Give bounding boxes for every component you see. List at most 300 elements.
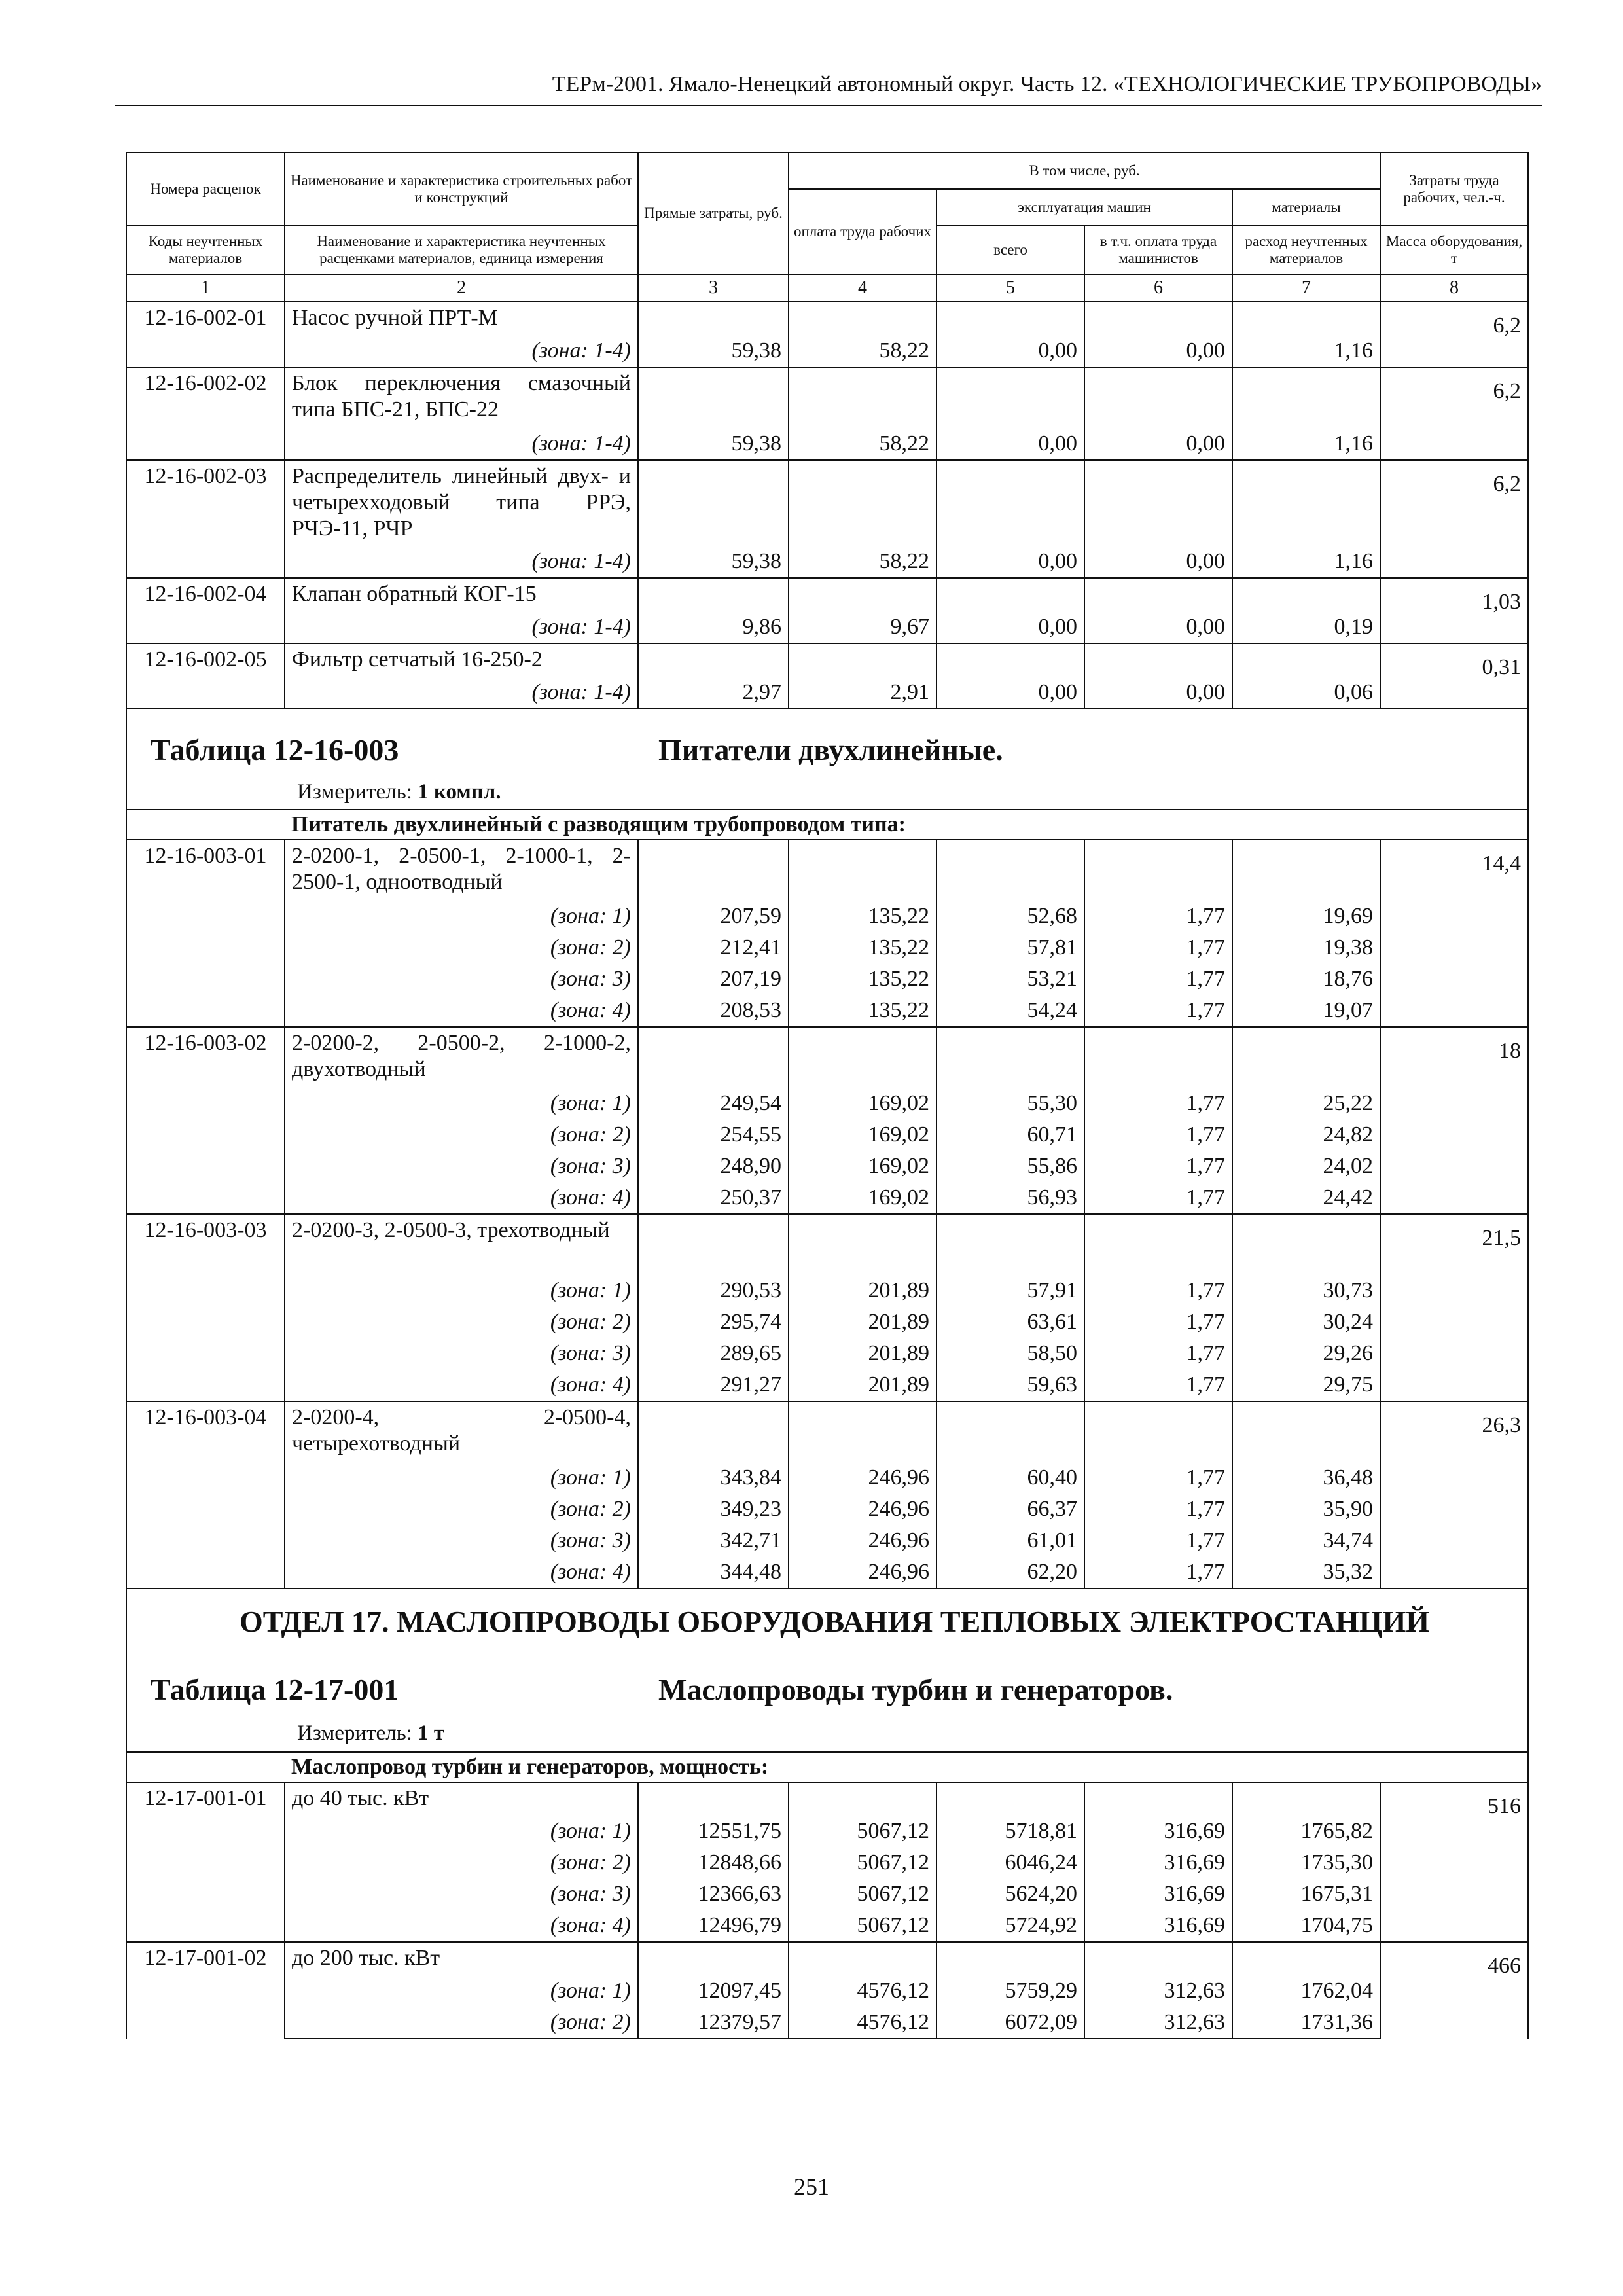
group-heading-row (126, 810, 1528, 840)
machines-total: 53,21 (936, 963, 1084, 995)
zone-label: (зона: 1) (285, 1088, 638, 1119)
zone-price-row (126, 1151, 1528, 1182)
labor-cost: 6,2 (1380, 302, 1528, 367)
rate-item-row (126, 643, 1528, 677)
empty-cell (1232, 1214, 1380, 1275)
worker-pay: 201,89 (789, 1369, 936, 1401)
machinist-pay: 316,69 (1084, 1878, 1232, 1910)
material-cost: 1765,82 (1232, 1816, 1380, 1847)
machines-total: 57,81 (936, 932, 1084, 963)
machinist-pay: 1,77 (1084, 1088, 1232, 1119)
direct-cost: 207,19 (638, 963, 789, 995)
worker-pay: 169,02 (789, 1119, 936, 1151)
material-cost: 25,22 (1232, 1088, 1380, 1119)
group-heading: Питатель двухлинейный с разводящим трубопроводом типа: (285, 810, 1528, 840)
empty-cell (789, 1401, 936, 1462)
worker-pay: 201,89 (789, 1338, 936, 1369)
empty-cell (789, 302, 936, 335)
machinist-pay: 0,00 (1084, 546, 1232, 578)
zone-label: (зона: 3) (285, 1525, 638, 1556)
column-number: 5 (936, 274, 1084, 302)
zone-price-row (126, 611, 1528, 643)
rate-code: 12-17-001-01 (126, 1782, 285, 1942)
material-cost: 1731,36 (1232, 2007, 1380, 2039)
empty-cell (638, 643, 789, 677)
hdr-equipment-mass: Масса оборудования, т (1380, 226, 1528, 274)
zone-price-row (126, 1494, 1528, 1525)
labor-cost: 1,03 (1380, 578, 1528, 643)
header-row-1 (126, 152, 1528, 189)
rate-description: Распределитель линейный двух- и четырехходовый типа РРЭ, РЧЭ-11, РЧР (285, 460, 638, 546)
rate-item-row (126, 840, 1528, 901)
worker-pay: 9,67 (789, 611, 936, 643)
zone-price-row (126, 546, 1528, 578)
zone-label: (зона: 4) (285, 995, 638, 1027)
material-cost: 19,07 (1232, 995, 1380, 1027)
zone-price-row (126, 963, 1528, 995)
empty-cell (638, 1214, 789, 1275)
machines-total: 0,00 (936, 611, 1084, 643)
header-rule (115, 105, 1542, 106)
empty-cell (1232, 1942, 1380, 1975)
direct-cost: 343,84 (638, 1462, 789, 1494)
machinist-pay: 0,00 (1084, 428, 1232, 460)
machinist-pay: 0,00 (1084, 335, 1232, 367)
material-cost: 35,32 (1232, 1556, 1380, 1588)
direct-cost: 9,86 (638, 611, 789, 643)
empty-cell (1232, 367, 1380, 428)
zone-price-row (126, 1275, 1528, 1306)
empty-cell (638, 1782, 789, 1816)
empty-cell (1084, 643, 1232, 677)
direct-cost: 344,48 (638, 1556, 789, 1588)
dept-17-heading (126, 1588, 1528, 1752)
worker-pay: 4576,12 (789, 2007, 936, 2039)
rate-code: 12-16-003-03 (126, 1214, 285, 1401)
empty-cell (1084, 1401, 1232, 1462)
rate-item-row (126, 1027, 1528, 1088)
material-cost: 0,06 (1232, 677, 1380, 709)
rate-item-row (126, 1214, 1528, 1275)
zone-label: (зона: 2) (285, 1119, 638, 1151)
group-heading: Маслопровод турбин и генераторов, мощность: (285, 1752, 1528, 1782)
empty-cell (1084, 840, 1232, 901)
hdr-rate-numbers: Номера расценок (126, 152, 285, 226)
empty-cell (936, 1027, 1084, 1088)
empty-cell (1232, 1027, 1380, 1088)
direct-cost: 212,41 (638, 932, 789, 963)
worker-pay: 5067,12 (789, 1878, 936, 1910)
zone-price-row (126, 1119, 1528, 1151)
rate-description: Клапан обратный КОГ-15 (285, 578, 638, 611)
material-cost: 30,24 (1232, 1306, 1380, 1338)
rate-description: Блок переключения смазочный типа БПС-21, БПС-22 (285, 367, 638, 428)
labor-cost: 26,3 (1380, 1401, 1528, 1588)
material-cost: 34,74 (1232, 1525, 1380, 1556)
direct-cost: 12551,75 (638, 1816, 789, 1847)
zone-label: (зона: 4) (285, 1182, 638, 1214)
rate-code: 12-16-002-05 (126, 643, 285, 709)
zone-price-row (126, 1975, 1528, 2007)
measure-unit (297, 1717, 444, 1749)
machinist-pay: 316,69 (1084, 1816, 1232, 1847)
rate-description: Насос ручной ПРТ-М (285, 302, 638, 335)
zone-label: (зона: 1-4) (285, 546, 638, 578)
zone-price-row (126, 677, 1528, 709)
table-number: Таблица 12-17-001 (151, 1673, 399, 1706)
zone-label: (зона: 1-4) (285, 428, 638, 460)
rate-item-row (126, 1782, 1528, 1816)
zone-label: (зона: 3) (285, 963, 638, 995)
empty-cell (936, 578, 1084, 611)
table-number: Таблица 12-16-003 (151, 733, 399, 766)
zone-price-row (126, 1910, 1528, 1942)
material-cost: 19,69 (1232, 901, 1380, 932)
empty-cell (1084, 367, 1232, 428)
zone-price-row (126, 2007, 1528, 2039)
labor-cost: 0,31 (1380, 643, 1528, 709)
measure-value: 1 т (418, 1721, 445, 1745)
hdr-worker-pay: оплата труда рабочих (789, 189, 936, 274)
empty-cell (1232, 578, 1380, 611)
rate-code: 12-16-002-04 (126, 578, 285, 643)
direct-cost: 248,90 (638, 1151, 789, 1182)
material-cost: 1,16 (1232, 546, 1380, 578)
empty-cell (1232, 840, 1380, 901)
machines-total: 6072,09 (936, 2007, 1084, 2039)
machinist-pay: 1,77 (1084, 1525, 1232, 1556)
column-number: 2 (285, 274, 638, 302)
column-number: 8 (1380, 274, 1528, 302)
rate-description: 2-0200-4, 2-0500-4, четырехотводный (285, 1401, 638, 1462)
running-header: ТЕРм-2001. Ямало-Ненецкий автономный округ. Часть 12. «ТЕХНОЛОГИЧЕСКИЕ ТРУБОПРОВОДЫ» (552, 72, 1542, 96)
direct-cost: 59,38 (638, 428, 789, 460)
worker-pay: 5067,12 (789, 1910, 936, 1942)
hdr-material-names: Наименование и характеристика неучтенных расценками материалов, единица измерения (285, 226, 638, 274)
rate-code: 12-16-002-03 (126, 460, 285, 578)
zone-label: (зона: 2) (285, 932, 638, 963)
direct-cost: 59,38 (638, 546, 789, 578)
rate-code: 12-17-001-02 (126, 1942, 285, 2039)
direct-cost: 289,65 (638, 1338, 789, 1369)
empty-cell (638, 302, 789, 335)
empty-cell (638, 840, 789, 901)
empty-cell (1084, 1027, 1232, 1088)
rate-code: 12-16-002-01 (126, 302, 285, 367)
machinist-pay: 1,77 (1084, 1275, 1232, 1306)
rates-table-area (126, 152, 1527, 2039)
empty-cell (638, 1942, 789, 1975)
machines-total: 0,00 (936, 677, 1084, 709)
zone-price-row (126, 1556, 1528, 1588)
rate-item-row (126, 460, 1528, 546)
rate-description: Фильтр сетчатый 16-250-2 (285, 643, 638, 677)
direct-cost: 59,38 (638, 335, 789, 367)
group-heading-row (126, 1752, 1528, 1782)
rate-item-row (126, 1401, 1528, 1462)
hdr-material-codes: Коды неучтенных материалов (126, 226, 285, 274)
zone-label: (зона: 3) (285, 1338, 638, 1369)
machinist-pay: 0,00 (1084, 677, 1232, 709)
machines-total: 5718,81 (936, 1816, 1084, 1847)
zone-price-row (126, 1525, 1528, 1556)
zone-label: (зона: 2) (285, 1847, 638, 1878)
direct-cost: 250,37 (638, 1182, 789, 1214)
machines-total: 63,61 (936, 1306, 1084, 1338)
empty-cell (638, 460, 789, 546)
zone-price-row (126, 1816, 1528, 1847)
zone-label: (зона: 2) (285, 1494, 638, 1525)
zone-label: (зона: 1-4) (285, 677, 638, 709)
rate-item-row (126, 578, 1528, 611)
worker-pay: 169,02 (789, 1088, 936, 1119)
empty-cell (1232, 1782, 1380, 1816)
worker-pay: 5067,12 (789, 1847, 936, 1878)
zone-price-row (126, 428, 1528, 460)
zone-label: (зона: 1-4) (285, 611, 638, 643)
worker-pay: 58,22 (789, 546, 936, 578)
measure-unit (297, 776, 501, 808)
machinist-pay: 1,77 (1084, 1182, 1232, 1214)
direct-cost: 249,54 (638, 1088, 789, 1119)
rate-description: 2-0200-3, 2-0500-3, трехотводный (285, 1214, 638, 1275)
empty-cell (789, 643, 936, 677)
direct-cost: 12496,79 (638, 1910, 789, 1942)
machines-total: 0,00 (936, 335, 1084, 367)
hdr-direct-costs: Прямые затраты, руб. (638, 152, 789, 274)
table-title: Маслопроводы турбин и генераторов. (658, 1673, 1173, 1706)
worker-pay: 201,89 (789, 1275, 936, 1306)
hdr-material-use: расход неучтенных материалов (1232, 226, 1380, 274)
machines-total: 56,93 (936, 1182, 1084, 1214)
direct-cost: 290,53 (638, 1275, 789, 1306)
hdr-total: всего (936, 226, 1084, 274)
zone-label: (зона: 4) (285, 1369, 638, 1401)
page-number: 251 (794, 2174, 829, 2200)
labor-cost: 6,2 (1380, 367, 1528, 460)
machinist-pay: 1,77 (1084, 1151, 1232, 1182)
empty-cell (789, 460, 936, 546)
zone-label: (зона: 1) (285, 901, 638, 932)
machines-total: 5624,20 (936, 1878, 1084, 1910)
table-12-16-003-heading (126, 709, 1528, 810)
empty-cell (1084, 1942, 1232, 1975)
column-number: 3 (638, 274, 789, 302)
empty-cell (1084, 302, 1232, 335)
worker-pay: 246,96 (789, 1556, 936, 1588)
machinist-pay: 1,77 (1084, 1119, 1232, 1151)
machines-total: 0,00 (936, 546, 1084, 578)
table-title: Питатели двухлинейные. (658, 733, 1003, 766)
zone-label: (зона: 2) (285, 1306, 638, 1338)
column-number: 6 (1084, 274, 1232, 302)
worker-pay: 2,91 (789, 677, 936, 709)
material-cost: 1675,31 (1232, 1878, 1380, 1910)
worker-pay: 135,22 (789, 963, 936, 995)
material-cost: 24,82 (1232, 1119, 1380, 1151)
empty-cell (789, 1214, 936, 1275)
empty-cell (936, 302, 1084, 335)
worker-pay: 246,96 (789, 1525, 936, 1556)
direct-cost: 254,55 (638, 1119, 789, 1151)
zone-price-row (126, 1369, 1528, 1401)
labor-cost: 516 (1380, 1782, 1528, 1942)
empty-cell (789, 1027, 936, 1088)
material-cost: 1,16 (1232, 335, 1380, 367)
worker-pay: 169,02 (789, 1182, 936, 1214)
machines-total: 59,63 (936, 1369, 1084, 1401)
zone-label: (зона: 1) (285, 1816, 638, 1847)
direct-cost: 12097,45 (638, 1975, 789, 2007)
machinist-pay: 1,77 (1084, 995, 1232, 1027)
rate-description: 2-0200-1, 2-0500-1, 2-1000-1, 2-2500-1, одноотводный (285, 840, 638, 901)
empty-cell (789, 1942, 936, 1975)
zone-price-row (126, 1847, 1528, 1878)
column-number: 1 (126, 274, 285, 302)
machinist-pay: 1,77 (1084, 932, 1232, 963)
material-cost: 24,42 (1232, 1182, 1380, 1214)
material-cost: 29,26 (1232, 1338, 1380, 1369)
worker-pay: 201,89 (789, 1306, 936, 1338)
material-cost: 30,73 (1232, 1275, 1380, 1306)
machinist-pay: 0,00 (1084, 611, 1232, 643)
column-numbers-row (126, 274, 1528, 302)
empty-cell (936, 1782, 1084, 1816)
empty-cell (638, 367, 789, 428)
rate-description: 2-0200-2, 2-0500-2, 2-1000-2, двухотводный (285, 1027, 638, 1088)
empty-cell (789, 578, 936, 611)
direct-cost: 291,27 (638, 1369, 789, 1401)
zone-price-row (126, 1306, 1528, 1338)
machinist-pay: 312,63 (1084, 1975, 1232, 2007)
zone-price-row (126, 1462, 1528, 1494)
labor-cost: 6,2 (1380, 460, 1528, 578)
empty-cell (1084, 1214, 1232, 1275)
zone-price-row (126, 932, 1528, 963)
zone-price-row (126, 1088, 1528, 1119)
machinist-pay: 1,77 (1084, 1338, 1232, 1369)
hdr-machines: эксплуатация машин (936, 189, 1232, 226)
worker-pay: 246,96 (789, 1462, 936, 1494)
zone-price-row (126, 1878, 1528, 1910)
worker-pay: 135,22 (789, 932, 936, 963)
machinist-pay: 316,69 (1084, 1847, 1232, 1878)
direct-cost: 208,53 (638, 995, 789, 1027)
zone-label: (зона: 1) (285, 1462, 638, 1494)
material-cost: 36,48 (1232, 1462, 1380, 1494)
labor-cost: 466 (1380, 1942, 1528, 2039)
material-cost: 19,38 (1232, 932, 1380, 963)
hdr-labor-costs: Затраты труда рабочих, чел.-ч. (1380, 152, 1528, 226)
direct-cost: 2,97 (638, 677, 789, 709)
department-title: ОТДЕЛ 17. МАСЛОПРОВОДЫ ОБОРУДОВАНИЯ ТЕПЛОВЫХ ЭЛЕКТРОСТАНЦИЙ (239, 1605, 1430, 1638)
worker-pay: 135,22 (789, 901, 936, 932)
machines-total: 61,01 (936, 1525, 1084, 1556)
machines-total: 5724,92 (936, 1910, 1084, 1942)
labor-cost: 14,4 (1380, 840, 1528, 1027)
machinist-pay: 1,77 (1084, 963, 1232, 995)
machinist-pay: 1,77 (1084, 1369, 1232, 1401)
machines-total: 60,71 (936, 1119, 1084, 1151)
machines-total: 60,40 (936, 1462, 1084, 1494)
measure-value: 1 компл. (418, 780, 501, 804)
machinist-pay: 1,77 (1084, 1556, 1232, 1588)
zone-label: (зона: 4) (285, 1910, 638, 1942)
machinist-pay: 1,77 (1084, 1494, 1232, 1525)
rate-item-row (126, 367, 1528, 428)
rate-description: до 200 тыс. кВт (285, 1942, 638, 1975)
zone-label: (зона: 2) (285, 2007, 638, 2039)
empty-cell (1232, 302, 1380, 335)
empty-cell (638, 1401, 789, 1462)
direct-cost: 12848,66 (638, 1847, 789, 1878)
hdr-in-that-number: В том числе, руб. (789, 152, 1380, 189)
empty-cell (936, 840, 1084, 901)
machines-total: 62,20 (936, 1556, 1084, 1588)
material-cost: 1762,04 (1232, 1975, 1380, 2007)
rate-code: 12-16-003-04 (126, 1401, 285, 1588)
machines-total: 52,68 (936, 901, 1084, 932)
zone-price-row (126, 1338, 1528, 1369)
zone-price-row (126, 335, 1528, 367)
machines-total: 5759,29 (936, 1975, 1084, 2007)
machines-total: 6046,24 (936, 1847, 1084, 1878)
empty-cell (638, 1027, 789, 1088)
rate-item-row (126, 1942, 1528, 1975)
material-cost: 1735,30 (1232, 1847, 1380, 1878)
rate-item-row (126, 302, 1528, 335)
zone-price-row (126, 901, 1528, 932)
empty-cell (1084, 460, 1232, 546)
worker-pay: 4576,12 (789, 1975, 936, 2007)
zone-label: (зона: 3) (285, 1151, 638, 1182)
measure-label: Измеритель: (297, 1721, 412, 1745)
machinist-pay: 1,77 (1084, 1306, 1232, 1338)
material-cost: 24,02 (1232, 1151, 1380, 1182)
material-cost: 0,19 (1232, 611, 1380, 643)
empty-cell (936, 1401, 1084, 1462)
zone-label: (зона: 4) (285, 1556, 638, 1588)
rate-code: 12-16-002-02 (126, 367, 285, 460)
hdr-driver-pay: в т.ч. оплата труда машинистов (1084, 226, 1232, 274)
empty-cell (1232, 1401, 1380, 1462)
machines-total: 66,37 (936, 1494, 1084, 1525)
labor-cost: 21,5 (1380, 1214, 1528, 1401)
machinist-pay: 316,69 (1084, 1910, 1232, 1942)
empty-cell (936, 460, 1084, 546)
machines-total: 57,91 (936, 1275, 1084, 1306)
hdr-work-name: Наименование и характеристика строительных работ и конструкций (285, 152, 638, 226)
machines-total: 55,86 (936, 1151, 1084, 1182)
measure-label: Измеритель: (297, 780, 412, 804)
direct-cost: 207,59 (638, 901, 789, 932)
machines-total: 54,24 (936, 995, 1084, 1027)
zone-label: (зона: 1) (285, 1975, 638, 2007)
empty-cell (936, 1214, 1084, 1275)
direct-cost: 12379,57 (638, 2007, 789, 2039)
zone-price-row (126, 995, 1528, 1027)
empty-cell (789, 1782, 936, 1816)
worker-pay: 169,02 (789, 1151, 936, 1182)
empty-cell (789, 840, 936, 901)
labor-cost: 18 (1380, 1027, 1528, 1214)
machinist-pay: 1,77 (1084, 901, 1232, 932)
column-number: 4 (789, 274, 936, 302)
empty-cell (936, 1942, 1084, 1975)
empty-cell (936, 643, 1084, 677)
empty-cell (1084, 578, 1232, 611)
machinist-pay: 1,77 (1084, 1462, 1232, 1494)
